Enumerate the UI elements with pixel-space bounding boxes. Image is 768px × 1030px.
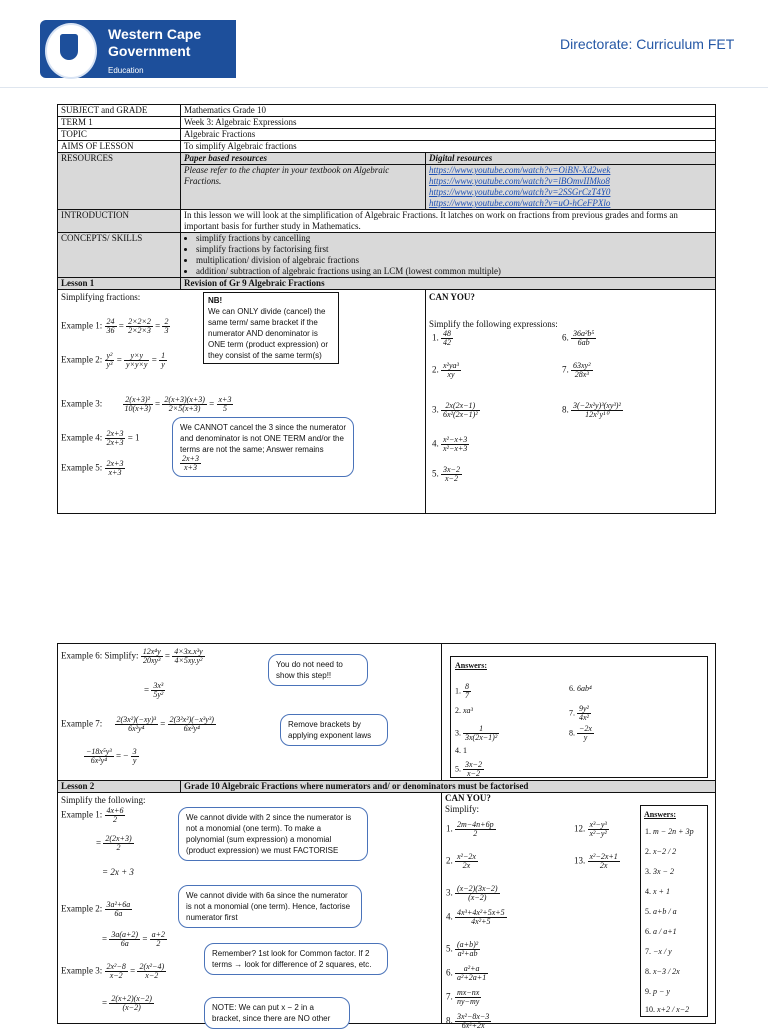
example6: Example 6: Simplify: $\frac{\text{12x⁴y}}{\text{20xy³}}$ = $\frac{\text{4×3x.x³y}}{\text{4×5xy.y²}}$ <box>61 647 203 665</box>
aims-label: AIMS OF LESSON <box>58 141 181 153</box>
aims-value: To simplify Algebraic fractions <box>181 141 716 153</box>
simplify-following-label: Simplify the following: <box>61 795 146 805</box>
answer2-item: 2. x−2 / 2 <box>645 847 677 856</box>
simplify-small-label: Simplify: <box>445 804 480 814</box>
answer2-item: 10. x+2 / x−2 <box>645 1005 690 1014</box>
nb-note <box>203 292 339 364</box>
callout-factorise: We cannot divide with 2 since the numerator is not a monomial (one term). To make a polynomial (sum expression) a monomial (product expression) we must FACTORISE <box>178 807 368 861</box>
answers-label: Answers: <box>455 661 487 670</box>
lesson1-title: Revision of Gr 9 Algebraic Fractions <box>181 278 716 290</box>
example7-result: $\frac{\text{−18x⁵y³}}{\text{6x²y⁴}}$ = − $\frac{3}{y}$ <box>86 747 137 765</box>
answer2-item: 8. x−3 / 2x <box>645 967 680 976</box>
resource-link-2[interactable]: https://www.youtube.com/watch?v=lBOmvIIMko8 <box>429 176 610 186</box>
lesson-table-1 <box>57 104 716 514</box>
examples-6-7 <box>58 644 442 781</box>
topic-value: Algebraic Fractions <box>181 129 716 141</box>
lesson1-content <box>58 290 426 514</box>
example4: Example 4: $\frac{2x+3}{2x+3}$ = 1 <box>61 429 140 447</box>
simplifying-label: Simplifying fractions: <box>61 292 141 302</box>
intro-label: INTRODUCTION <box>58 210 181 233</box>
callout-remember: Remember? 1st look for Common factor. If 2 terms → look for difference of 2 squares, etc. <box>204 943 388 975</box>
can-you-1 <box>426 290 716 514</box>
intro-text: In this lesson we will look at the simplification of Algebraic Fractions. It latches on work on fractions from previous grades and forms an important basis for further study in Mathematics. <box>181 210 716 233</box>
term-label: TERM 1 <box>58 117 181 129</box>
digital-links <box>426 165 716 210</box>
concept-item: • addition/ subtraction of algebraic fractions using an LCM (lowest common multiple) <box>196 266 712 277</box>
answer-item: 4. 1 <box>455 746 467 755</box>
ex1-7: 7. $\frac{\text{63xy²}}{\text{28x³}}$ <box>562 361 591 379</box>
lesson2-example1: Example 1: $\frac{4x+6}{2}$ <box>61 806 124 824</box>
lesson2-example1-result: = 2x + 3 <box>102 867 134 877</box>
answer2-item: 5. a+b / a <box>645 907 677 916</box>
answers-1 <box>442 644 716 781</box>
ex2-8: 8. $\frac{\text{3x²−8x−3}}{\text{6x²+2x}}$ <box>446 1012 490 1030</box>
lesson2-content <box>58 793 442 1024</box>
term-value: Week 3: Algebraic Expressions <box>181 117 716 129</box>
ex2-3: 3. $\frac{(x-2)(3x-2)}{(x-2)}$ <box>446 884 498 902</box>
answer2-item: 9. p − y <box>645 987 670 996</box>
ex1-2: 2. $\frac{\text{x²ya³}}{xy}$ <box>432 361 459 379</box>
lesson1-label: Lesson 1 <box>58 278 181 290</box>
subject-value: Mathematics Grade 10 <box>181 105 716 117</box>
can-you-2 <box>442 793 716 1030</box>
ex2-5: 5. $\frac{\text{(a+b)²}}{\text{a²+ab}}$ <box>446 940 479 958</box>
topic-label: TOPIC <box>58 129 181 141</box>
lesson2-example2: Example 2: $\frac{\text{3a²+6a}}{6a}$ <box>61 900 131 918</box>
brand-line-1: Western Cape <box>108 26 202 42</box>
logo-strip <box>222 20 236 78</box>
lesson2-example1-step: = $\frac{2(2x+3)}{2}$ <box>96 834 132 852</box>
resource-link-1[interactable]: https://www.youtube.com/watch?v=OiBN-Xd2wek <box>429 165 611 175</box>
paper-title: Paper based resources <box>181 153 426 165</box>
answer2-item: 4. x + 1 <box>645 887 670 896</box>
lesson-table-2 <box>57 643 716 1030</box>
lesson2-title: Grade 10 Algebraic Fractions where numerators and/ or denominators must be factorised <box>181 781 716 793</box>
ex2-7: 7. $\frac{mx-nx}{ny-my}$ <box>446 988 480 1006</box>
ex1-4: 4. $\frac{\text{x²−x+3}}{\text{x²−x+3}}$ <box>432 435 468 453</box>
concept-item: • simplify fractions by factorising first <box>196 244 712 255</box>
example5: Example 5: $\frac{2x+3}{x+3}$ <box>61 459 124 477</box>
answer2-item: 7. −x / y <box>645 947 672 956</box>
lesson2-label: Lesson 2 <box>58 781 181 793</box>
example2: Example 2: $\frac{\text{y²}}{\text{y³}}$ = $\frac{y\times y}{y\times y\times y}$ = $\frac{1}{y}$ <box>61 351 166 369</box>
example1: Example 1: $\frac{24}{36}$ = $\frac{2\times 2\times 2}{2\times 2\times 3}$ = $\frac{2}{3}$ <box>61 317 169 335</box>
crest-icon <box>45 23 97 79</box>
simplify-title: Simplify the following expressions: <box>429 319 558 329</box>
paper-text: Please refer to the chapter in your textbook on Algebraic Fractions. <box>181 165 426 210</box>
answer-item: 7. $\frac{\text{9y²}}{\text{4x²}}$ <box>569 704 589 722</box>
answer-item: 1. $\frac{8}{7}$ <box>455 682 469 700</box>
lesson2-example2-result: = $\frac{3a(a+2)}{6a}$ = $\frac{a+2}{2}$ <box>102 930 166 948</box>
example6-result: = $\frac{\text{3x³}}{\text{5y²}}$ <box>144 681 164 699</box>
answer-item: 6. 6ab⁴ <box>569 684 592 693</box>
ex1-5: 5. $\frac{3x-2}{x-2}$ <box>432 465 460 483</box>
ex2-2: 2. $\frac{\text{x²−2x}}{2x}$ <box>446 852 476 870</box>
answers-2-label: Answers: <box>644 810 676 819</box>
ex2-6: 6. $\frac{\text{a²+a}}{\text{a²+2a+1}}$ <box>446 964 487 982</box>
can-you-2-title: CAN YOU? <box>445 793 491 803</box>
resource-link-3[interactable]: https://www.youtube.com/watch?v=2SSGrCzT4Y0 <box>429 187 611 197</box>
brand-line-2: Government <box>108 43 191 59</box>
answers-box-2 <box>640 805 708 1017</box>
concept-item: • multiplication/ division of algebraic fractions <box>196 255 712 266</box>
lesson2-example3: Example 3: $\frac{\text{2x²−8}}{x-2}$ = $\frac{\text{2(x²−4)}}{x-2}$ <box>61 962 165 980</box>
ex1-8: 8. $\frac{\text{3(−2x²y)³(xy³)²}}{\text{12x⁷y¹⁰}}$ <box>562 401 621 419</box>
ex2-13: 13. $\frac{\text{x²−2x+1}}{2x}$ <box>574 852 618 870</box>
brand-line-3: Education <box>108 66 144 75</box>
answer-item: 8. $\frac{-2x}{y}$ <box>569 724 592 742</box>
resource-link-4[interactable]: https://www.youtube.com/watch?v=uO-hCeFPXlo <box>429 198 611 208</box>
header-divider <box>0 87 768 88</box>
answer-item: 5. $\frac{3x-2}{x-2}$ <box>455 760 482 778</box>
answer-item: 2. xa³ <box>455 706 473 715</box>
lesson2-example3-step: = $\frac{2(x+2)(x-2)}{(x-2)}$ <box>102 994 152 1012</box>
callout-exponent-laws: Remove brackets by applying exponent laws <box>280 714 388 746</box>
digital-title: Digital resources <box>426 153 716 165</box>
answer2-item: 1. m − 2n + 3p <box>645 827 694 836</box>
answer-item: 3. $\frac{1}{\text{3x(2x−1)²}}$ <box>455 724 498 742</box>
ex2-4: 4. $\frac{\text{4x³+4x²+5x+5}}{\text{4x²+5}}$ <box>446 908 505 926</box>
ex1-6: 6. $\frac{\text{36a²b⁵}}{6ab}$ <box>562 329 595 347</box>
cannot-cancel-callout: We CANNOT cancel the 3 since the numerator and denominator is not ONE TERM and/or the terms are not the same; Answer remains $\frac{2x+3}{x+3}$ <box>172 417 354 477</box>
callout-monomial: We cannot divide with 6a since the numerator is not a monomial (one term). Hence, factorise numerator first <box>178 885 362 928</box>
answer2-item: 6. a / a+1 <box>645 927 677 936</box>
answers-box <box>450 656 708 778</box>
ex1-3: 3. $\frac{2x(2x-1)}{\text{6x²(2x−1)²}}$ <box>432 401 478 419</box>
nb-title: NB! <box>208 296 223 305</box>
concept-item: • simplify fractions by cancelling <box>196 233 712 244</box>
directorate-title: Directorate: Curriculum FET <box>560 36 735 52</box>
ex2-12: 12. $\frac{\text{x³−y³}}{\text{x²−y²}}$ <box>574 820 607 838</box>
resources-label: RESOURCES <box>58 153 181 210</box>
can-you-title: CAN YOU? <box>429 292 475 302</box>
answer2-item: 3. 3x − 2 <box>645 867 674 876</box>
nb-text: We can ONLY divide (cancel) the same term/ same bracket if the numerator AND denominator is ONE term (product expression) or they consist of the same term(s) <box>208 307 329 360</box>
concepts-list <box>181 233 716 278</box>
callout-note: NOTE: We can put x − 2 in a bracket, since there are NO other <box>204 997 350 1029</box>
subject-label: SUBJECT and GRADE <box>58 105 181 117</box>
example7: Example 7: $\frac{\text{2(3x²)(−xy)³}}{\text{6x²y⁴}}$ = $\frac{\text{2(3²x²)(−x³y³)}}{\text{6x²y⁴}}$ <box>61 715 214 733</box>
ex2-1: 1. $\frac{2m-4n+6p}{2}$ <box>446 820 494 838</box>
concepts-label: CONCEPTS/ SKILLS <box>58 233 181 278</box>
callout-not-needed: You do not need to show this step!! <box>268 654 368 686</box>
ex1-1: 1. $\frac{48}{42}$ <box>432 329 451 347</box>
example3: Example 3: $\frac{\text{2(x+3)²}}{10(x+3)}$ = $\frac{2(x+3)(x+3)}{2\times 5(x+3)}$ = $\frac{x+3}{5}$ <box>61 395 232 413</box>
